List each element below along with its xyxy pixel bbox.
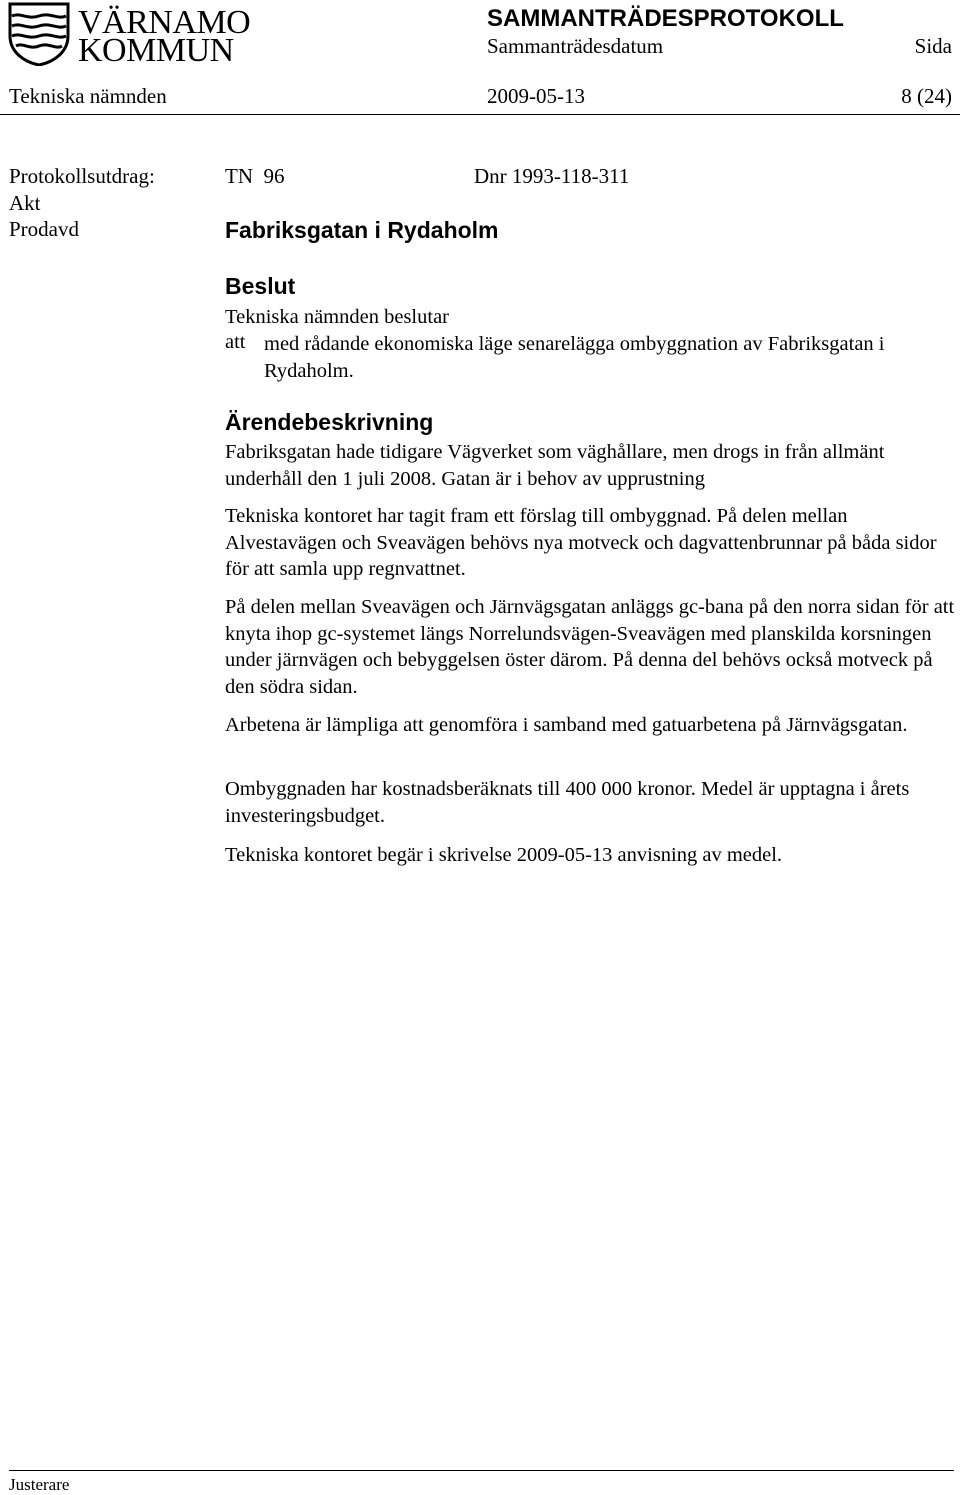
committee-name: Tekniska nämnden [9,84,167,108]
description-paragraph: Arbetena är lämpliga att genomföra i samband med gatuarbetena på Järnvägsgatan. [225,714,908,736]
diary-number: Dnr 1993-118-311 [474,164,630,188]
coat-of-arms-icon [8,2,70,66]
description-paragraph: Tekniska kontoret har tagit fram ett förslag till ombyggnad. På delen mellan Alvestavägen och Sveavägen behövs nya motveck och dagvattenbrunnar på båda sidor för att samla upp regnvattnet. [225,505,937,580]
extract-label: Protokollsutdrag: [9,164,155,188]
description-paragraph: Tekniska kontoret begär i skrivelse 2009-05-13 anvisning av medel. [225,844,783,866]
completed-label: Prodavd [9,217,79,241]
description-paragraph: Ombyggnaden har kostnadsberäknats till 400 000 kronor. Medel är upptagna i årets investeringsbudget. [225,778,910,827]
page-number: 8 (24) [901,84,952,108]
description-paragraph: På delen mellan Sveavägen och Järnvägsgatan anläggs gc-bana på den norra sidan för att knyta ihop gc-systemet längs Norrelundsvägen-Sveavägen med planskilda korsningen under järnvägen och bebyggelsen öster därom. På denna del behövs också motveck på den södra sidan. [225,596,955,698]
file-label: Akt [9,191,41,215]
footer-divider [9,1470,954,1471]
page-label: Sida [914,34,952,58]
footer-label: Justerare [9,1475,70,1494]
decision-heading: Beslut [225,273,296,299]
description-heading: Ärendebeskrivning [225,409,434,435]
varnamo-kommun-logo [8,2,251,69]
logo-text-line1: VÄRNAMO [78,4,251,41]
document-title: SAMMANTRÄDESPROTOKOLL [487,5,844,32]
case-title: Fabriksgatan i Rydaholm [225,217,499,243]
meeting-date: 2009-05-13 [487,84,585,108]
description-paragraph: Fabriksgatan hade tidigare Vägverket som väghållare, men drogs in från allmänt underhåll den 1 juli 2008. Gatan är i behov av upprustning [225,441,885,490]
logo-text-line2: KOMMUN [78,32,234,69]
case-number: TN 96 [225,164,285,188]
decision-intro: Tekniska nämnden beslutar [225,306,449,328]
header-divider [0,114,960,115]
meeting-date-label: Sammanträdesdatum [487,34,664,58]
decision-text: med rådande ekonomiska läge senarelägga ombyggnation av Fabriksgatan i Rydaholm. [264,333,885,382]
decision-att: att [225,331,246,353]
